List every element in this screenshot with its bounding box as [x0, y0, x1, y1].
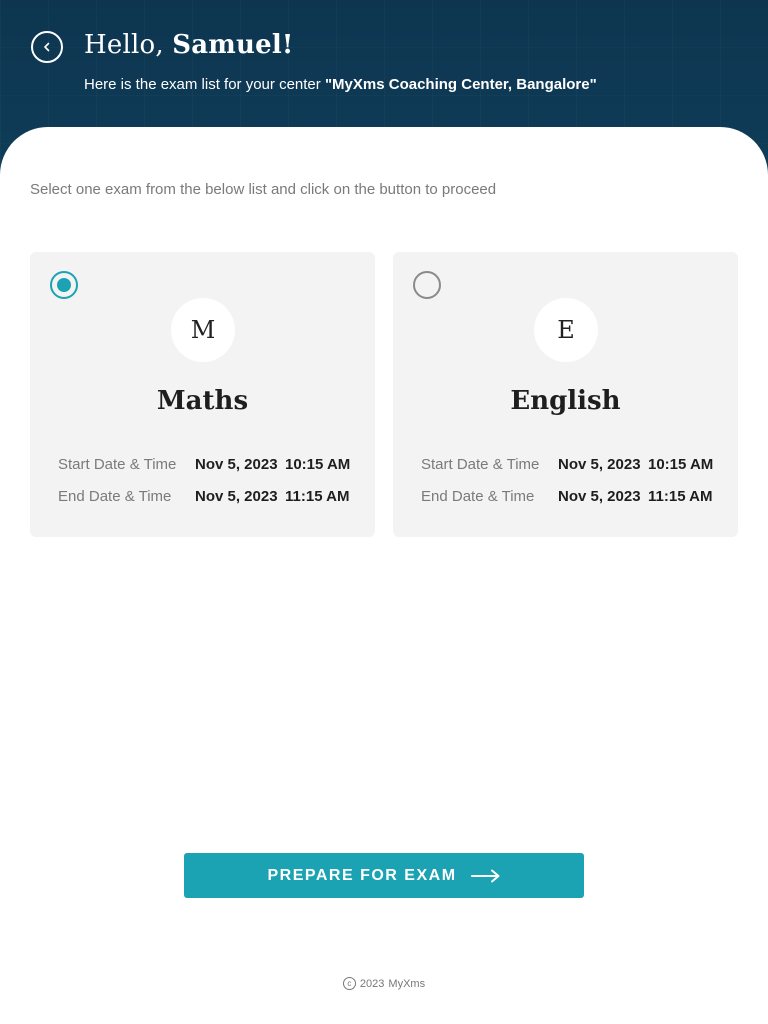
end-label: End Date & Time — [58, 488, 172, 505]
exam-name: Maths — [156, 386, 249, 416]
end-time: 11:15 AM — [648, 488, 713, 505]
chevron-left-icon — [41, 41, 53, 53]
footer-brand: MyXms — [388, 977, 426, 990]
user-name: Samuel! — [172, 30, 294, 60]
end-time: 11:15 AM — [285, 488, 350, 505]
arrow-right-icon — [471, 869, 501, 883]
prepare-button-label: PREPARE FOR EXAM — [267, 866, 457, 884]
greeting-prefix: Hello, — [84, 30, 173, 60]
greeting-title — [84, 30, 294, 60]
end-label: End Date & Time — [421, 488, 535, 505]
center-name: "MyXms Coaching Center, Bangalore" — [324, 76, 597, 93]
end-date: Nov 5, 2023 — [195, 488, 278, 505]
start-time: 10:15 AM — [648, 456, 714, 473]
prepare-for-exam-button[interactable] — [184, 853, 584, 898]
copyright-year: 2023 — [359, 977, 385, 990]
exam-card-maths[interactable] — [30, 252, 375, 537]
header-subtitle — [84, 76, 597, 93]
end-date: Nov 5, 2023 — [558, 488, 641, 505]
start-date: Nov 5, 2023 — [195, 456, 278, 473]
radio-unselected[interactable] — [413, 271, 441, 299]
footer — [0, 977, 768, 990]
radio-selected[interactable] — [50, 271, 78, 299]
start-time: 10:15 AM — [285, 456, 351, 473]
start-date: Nov 5, 2023 — [558, 456, 641, 473]
exam-avatar: E — [534, 298, 598, 362]
exam-name: English — [510, 386, 621, 416]
exam-avatar: M — [171, 298, 235, 362]
subtitle-prefix: Here is the exam list for your center — [84, 76, 325, 93]
start-label: Start Date & Time — [58, 456, 177, 473]
copyright-icon: c — [343, 977, 356, 990]
back-button[interactable] — [31, 31, 63, 63]
start-label: Start Date & Time — [421, 456, 540, 473]
exam-card-english[interactable] — [393, 252, 738, 537]
instruction-text: Select one exam from the below list and click on the button to proceed — [30, 181, 497, 198]
